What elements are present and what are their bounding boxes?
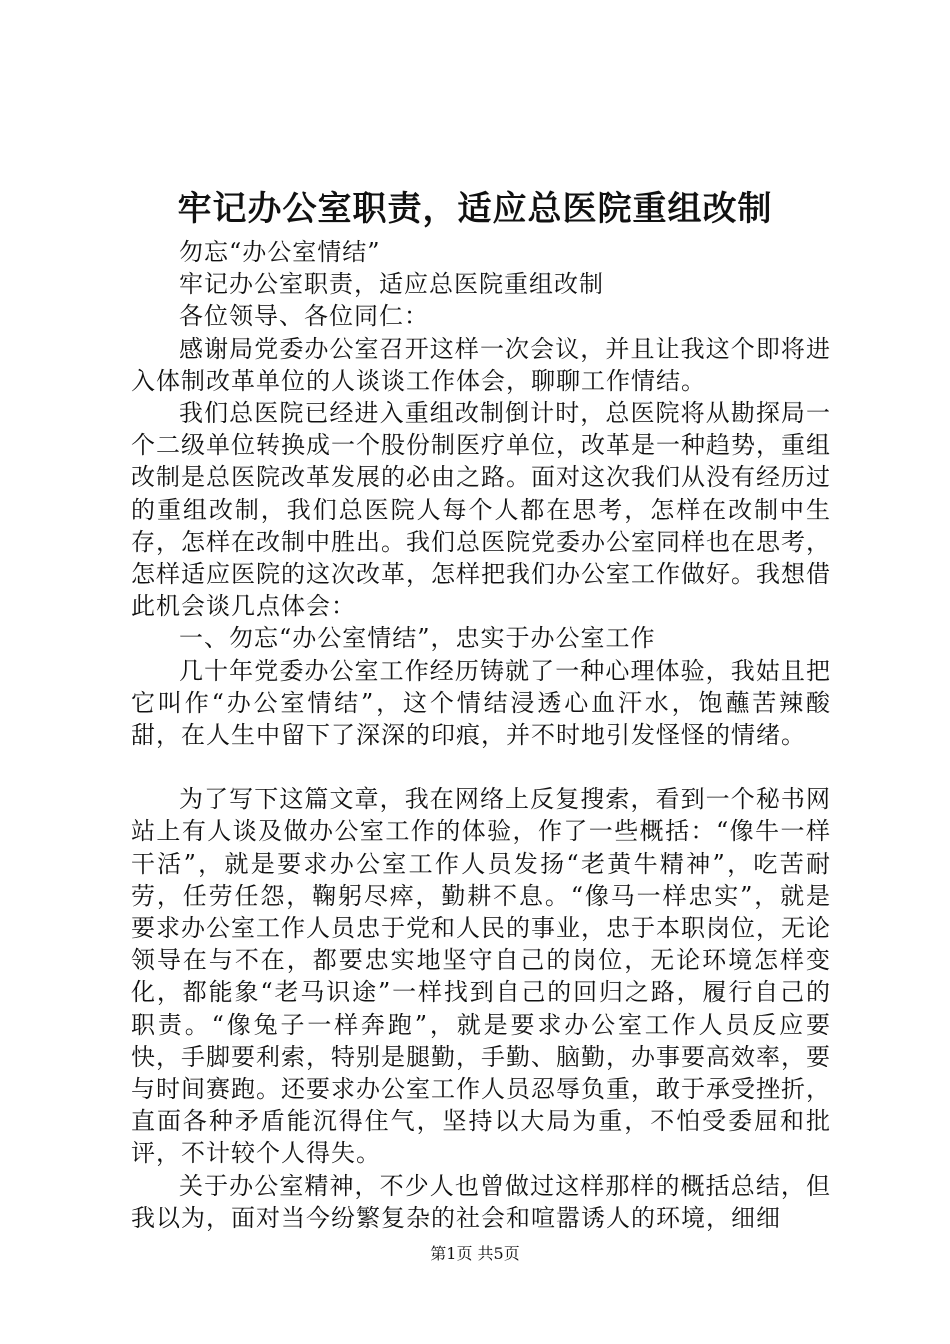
paragraph: 各位领导、各位同仁： [179,302,429,331]
document-title: 牢记办公室职责，适应总医院重组改制 [177,189,773,229]
document-body [131,236,831,1234]
paragraph: 牢记办公室职责，适应总医院重组改制 [179,270,604,299]
paragraph: 关于办公室精神，不少人也曾做过这样那样的概括总结，但我以为，面对当今纷繁复杂的社会和喧嚣诱人的环境，细细 [131,1171,831,1232]
page-footer: 第1页 共5页 [430,1244,520,1263]
paragraph: 我们总医院已经进入重组改制倒计时，总医院将从勘探局一个二级单位转换成一个股份制医疗单位，改革是一种趋势，重组改制是总医院改革发展的必由之路。面对这次我们从没有经历过的重组改制，我们总医院人每个人都在思考，怎样在改制中生存，怎样在改制中胜出。我们总医院党委办公室同样也在思考，怎样适应医院的这次改革，怎样把我们办公室工作做好。我想借此机会谈几点体会： [131,399,831,621]
paragraph: 感谢局党委办公室召开这样一次会议，并且让我这个即将进入体制改革单位的人谈谈工作体会，聊聊工作情结。 [131,334,831,395]
paragraph: 勿忘“办公室情结” [179,238,381,266]
section-heading: 一、勿忘“办公室情结”，忠实于办公室工作 [179,624,656,653]
paragraph: 几十年党委办公室工作经历铸就了一种心理体验，我姑且把它叫作“办公室情结”，这个情结浸透心血汗水，饱蘸苦辣酸甜，在人生中留下了深深的印痕，并不时地引发怪怪的情绪。 [131,656,831,750]
paragraph: 为了写下这篇文章，我在网络上反复搜索，看到一个秘书网站上有人谈及做办公室工作的体验，作了一些概括：“像牛一样干活”，就是要求办公室工作人员发扬“老黄牛精神”，吃苦耐劳，任劳任怨，鞠躬尽瘁，勤耕不息。“像马一样忠实”，就是要求办公室工作人员忠于党和人民的事业，忠于本职岗位，无论领导在与不在，都要忠实地坚守自己的岗位，无论环境怎样变化，都能象“老马识途”一样找到自己的回归之路，履行自己的职责。“像兔子一样奔跑”，就是要求办公室工作人员反应要快，手脚要利索，特别是腿勤，手勤、脑勤，办事要高效率，要与时间赛跑。还要求办公室工作人员忍辱负重，敢于承受挫折，直面各种矛盾能沉得住气，坚持以大局为重，不怕受委屈和批评，不计较个人得失。 [131,785,831,1168]
